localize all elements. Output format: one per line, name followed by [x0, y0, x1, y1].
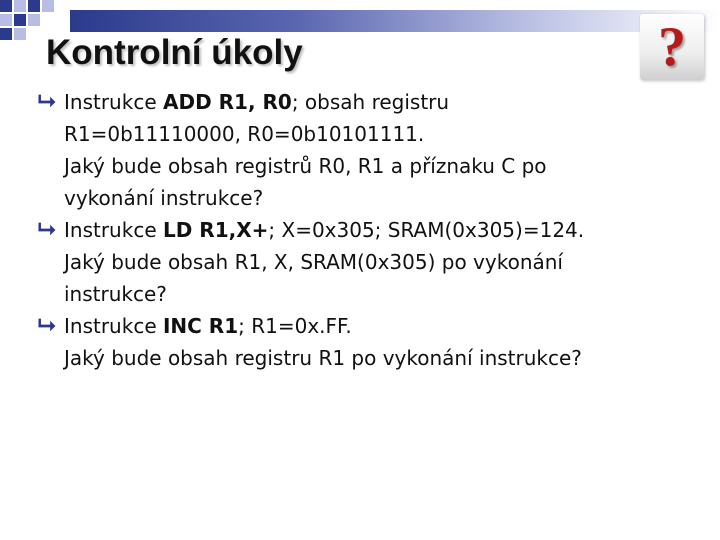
- item-line: R1=0b11110000, R0=0b10101111.: [64, 122, 425, 146]
- item-line: [64, 214, 718, 246]
- item-line: instrukce?: [64, 282, 167, 306]
- item-text: Instrukce: [64, 314, 163, 338]
- slide-title: Kontrolní úkoly: [46, 33, 303, 72]
- arrow-bullet-icon: ⮡: [38, 313, 56, 338]
- item-text: ; R1=0x.FF.: [238, 314, 352, 338]
- arrow-bullet-icon: ⮡: [38, 217, 56, 242]
- item-line: [64, 86, 718, 118]
- instruction-code: INC R1: [162, 314, 239, 338]
- item-line: Jaký bude obsah R1, X, SRAM(0x305) po vykonání: [64, 250, 563, 274]
- list-item: [38, 86, 718, 214]
- list-item: [38, 214, 718, 310]
- item-line: [64, 310, 718, 342]
- item-text: ; obsah registru: [291, 90, 450, 114]
- title-gradient-bar: [70, 10, 720, 32]
- question-mark-glyph: ?: [658, 16, 686, 78]
- instruction-code: LD R1,X+: [162, 218, 269, 242]
- item-line: Jaký bude obsah registrů R0, R1 a příznaku C po: [64, 154, 547, 178]
- question-mark-icon: [640, 14, 704, 80]
- task-list: [38, 86, 718, 374]
- item-text: ; X=0x305; SRAM(0x305)=124.: [268, 218, 585, 242]
- item-text: Instrukce: [64, 90, 163, 114]
- list-item: [38, 310, 718, 374]
- item-line: Jaký bude obsah registru R1 po vykonání instrukce?: [64, 346, 582, 370]
- arrow-bullet-icon: ⮡: [38, 89, 56, 114]
- item-line: vykonání instrukce?: [64, 186, 264, 210]
- instruction-code: ADD R1, R0: [162, 90, 292, 114]
- item-text: Instrukce: [64, 218, 163, 242]
